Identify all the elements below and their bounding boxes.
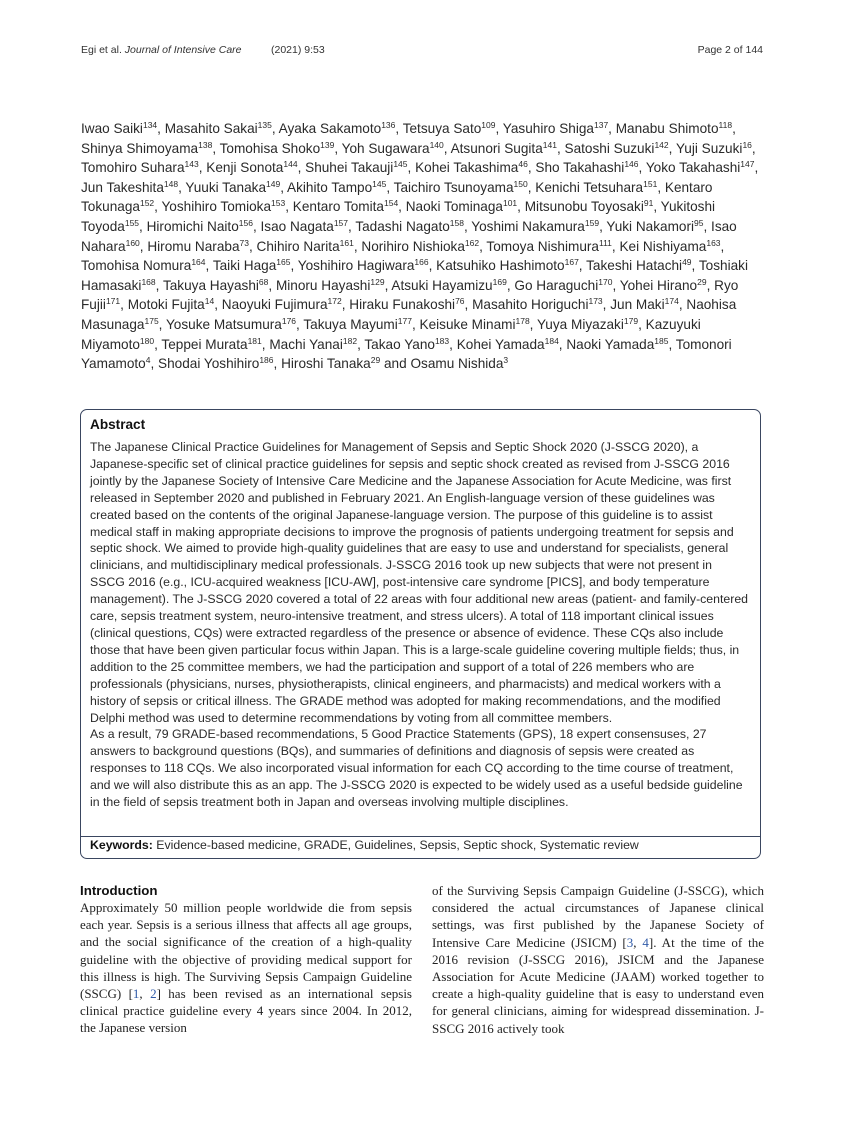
intro-heading: Introduction bbox=[80, 883, 158, 898]
author-name: Kenichi Tetsuhara bbox=[535, 179, 644, 195]
affiliation-number: 14 bbox=[204, 296, 215, 307]
intro-text: ] has been revised as an international sepsis clinical practice guideline every 4 years since 2004. In 2012, the Japanese version bbox=[80, 986, 412, 1036]
affiliation-number: 49 bbox=[682, 257, 692, 268]
affiliation-number: 76 bbox=[455, 296, 465, 307]
author-name: Yukitoshi Toyoda bbox=[81, 199, 716, 234]
author-name: Machi Yanai bbox=[269, 336, 343, 352]
affiliation-number: 16 bbox=[742, 139, 752, 150]
affiliation-number: 180 bbox=[139, 335, 155, 346]
intro-text: of the Surviving Sepsis Campaign Guideline (J-SSCG), which considered the actual circumstances of Japanese clinical settings, was first published by the Japanese Society of Intensive Care Medicine (JSICM) [ bbox=[432, 883, 764, 950]
author-name: Kentaro Tokunaga bbox=[81, 179, 713, 215]
affiliation-number: 118 bbox=[718, 120, 733, 130]
affiliation-number: 148 bbox=[163, 178, 179, 189]
author-name: Naoyuki Fujimura bbox=[221, 297, 328, 313]
author-name: Yoko Takahashi bbox=[645, 160, 741, 176]
author-name: Naoki Tominaga bbox=[405, 199, 503, 215]
author-name: Takeshi Hatachi bbox=[586, 258, 683, 274]
affiliation-number: 178 bbox=[515, 315, 530, 326]
author-name: Motoki Fujita bbox=[127, 297, 205, 313]
author-name: Naoki Yamada bbox=[566, 336, 655, 352]
author-name: Taichiro Tsunoyama bbox=[393, 179, 514, 195]
affiliation-number: 134 bbox=[142, 120, 158, 130]
author-name: Akihito Tampo bbox=[287, 179, 373, 195]
author-name: Kenji Sonota bbox=[206, 160, 284, 176]
header-page-number: Page 2 of 144 bbox=[697, 44, 763, 56]
author-name: Osamu Nishida bbox=[410, 356, 504, 372]
author-name: Takao Yano bbox=[364, 336, 435, 352]
affiliation-number: 182 bbox=[342, 335, 358, 346]
keywords-label: Keywords: bbox=[90, 838, 153, 852]
author-name: Manabu Shimoto bbox=[615, 121, 719, 136]
author-name: Yoshimi Nakamura bbox=[471, 218, 585, 234]
affiliation-number: 152 bbox=[139, 198, 155, 209]
affiliation-number: 146 bbox=[624, 159, 639, 170]
affiliation-number: 141 bbox=[542, 139, 557, 150]
journal-citation bbox=[81, 44, 242, 56]
author-name: Katsuhiko Hashimoto bbox=[436, 258, 565, 274]
affiliation-number: 29 bbox=[370, 355, 381, 366]
author-list: Iwao Saiki$^{134}$, Masahito Sakai$^{135}$, Ayaka Sakamoto$^{136}$, Tetsuya Sato$^{109}$, Yasuhiro Shiga$^{137}$, Manabu Shimoto$^{118}$, Shinya Shimoyama$^{138}$, Tomohisa Shoko$^{139}$, Yoh Sugawara$^{140}$, Atsunori Sugita$^{141}$, Satoshi Suzuki$^{142}$, Yuji Suzuki$^{16}$, Tomohiro Suhara$^{143}$, Kenji Sonota$^{144}$, Shuhei Takauji$^{145}$, Kohei Takashima$^{46}$, Sho Takahashi$^{146}$, Yoko Takahashi$^{147}$, Jun Takeshita$^{148}$, Yuuki Tanaka$^{149}$, Akihito Tampo$^{145}$, Taichiro Tsunoyama$^{150}$, Kenichi Tetsuhara$^{151}$, Kentaro Tokunaga$^{152}$, Yoshihiro Tomioka$^{153}$, Kentaro Tomita$^{154}$, Naoki Tominaga$^{101}$, Mitsunobu Toyosaki$^{91}$, Yukitoshi Toyoda$^{155}$, Hiromichi Naito$^{156}$, Isao Nagata$^{157}$, Tadashi Nagato$^{158}$, Yoshimi Nakamura$^{159}$, Yuki Nakamori$^{95}$, Isao Nahara$^{160}$, Hiromu Naraba$^{73}$, Chihiro Narita$^{161}$, Norihiro Nishioka$^{162}$, Tomoya Nishimura$^{111}$, Kei Nishiyama$^{163}$, Tomohisa Nomura$^{164}$, Taiki Haga$^{165}$, Yoshihiro Hagiwara$^{166}$, Katsuhiko Hashimoto$^{167}$, Takeshi Hatachi$^{49}$, Toshiaki Hamasaki$^{168}$, Takuya Hayashi$^{68}$, Minoru Hayashi$^{129}$, Atsuki Hayamizu$^{169}$, Go Haraguchi$^{170}$, Yohei Hirano$^{29}$, Ryo Fujii$^{171}$, Motoki Fujita$^{14}$, Naoyuki Fujimura$^{172}$, Hiraku Funakoshi$^{76}$, Masahito Horiguchi$^{173}$, Jun Maki$^{174}$, Naohisa Masunaga$^{175}$, Yosuke Matsumura$^{176}$, Takuya Mayumi$^{177}$, Keisuke Minami$^{178}$, Yuya Miyazaki$^{179}$, Kazuyuki Miyamoto$^{180}$, Teppei Murata$^{181}$, Machi Yanai$^{182}$, Takao Yano$^{183}$, Kohei Yamada$^{184}$, Naoki Yamada$^{185}$, Tomonori Yamamoto$^4$, Shodai Yoshihiro$^{186}$, Hiroshi Tanaka$^{29}$ and Osamu Nishida$^3$ bbox=[81, 120, 759, 372]
affiliation-number: 46 bbox=[518, 159, 528, 170]
author-name: Isao Nagata bbox=[260, 218, 334, 234]
affiliation-number: 73 bbox=[239, 237, 249, 248]
affiliation-number: 150 bbox=[513, 178, 528, 189]
author-name: Jun Maki bbox=[610, 297, 665, 313]
affiliation-number: 145 bbox=[372, 178, 387, 189]
author-name: Go Haraguchi bbox=[514, 277, 599, 293]
affiliation-number: 162 bbox=[464, 237, 480, 248]
citation-link[interactable]: 1 bbox=[132, 986, 140, 1002]
affiliation-number: 175 bbox=[144, 315, 159, 326]
affiliation-number: 101 bbox=[502, 198, 518, 209]
author-name: Tomohisa Nomura bbox=[81, 258, 192, 274]
affiliation-number: 168 bbox=[141, 276, 156, 287]
affiliation-number: 154 bbox=[383, 198, 399, 209]
author-name: Chihiro Narita bbox=[256, 238, 340, 254]
affiliation-number: 109 bbox=[481, 120, 496, 130]
affiliation-number: 4 bbox=[145, 355, 151, 366]
citation-separator: , bbox=[633, 934, 643, 950]
citation-link[interactable]: 3 bbox=[626, 934, 634, 950]
affiliation-number: 184 bbox=[544, 335, 559, 346]
citation-separator: , bbox=[139, 986, 151, 1002]
affiliation-number: 137 bbox=[593, 120, 609, 130]
author-name: Hiroshi Tanaka bbox=[281, 356, 371, 372]
affiliation-number: 143 bbox=[184, 159, 199, 170]
author-conjunction: and bbox=[384, 356, 407, 372]
author-name: Tomohiro Suhara bbox=[81, 160, 185, 176]
affiliation-number: 145 bbox=[393, 159, 408, 170]
author-name: Yosuke Matsumura bbox=[165, 316, 282, 332]
affiliation-number: 183 bbox=[434, 335, 450, 346]
citation-link[interactable]: 4 bbox=[642, 934, 649, 950]
affiliation-number: 156 bbox=[238, 217, 253, 228]
keywords-text: Evidence-based medicine, GRADE, Guidelines, Sepsis, Septic shock, Systematic review bbox=[156, 838, 639, 852]
author-name: Satoshi Suzuki bbox=[564, 140, 655, 156]
author-name: Teppei Murata bbox=[161, 336, 248, 352]
intro-paragraph-right bbox=[432, 882, 764, 1037]
affiliation-number: 147 bbox=[740, 159, 755, 170]
affiliation-number: 29 bbox=[697, 276, 707, 287]
author-name: Shinya Shimoyama bbox=[81, 140, 199, 156]
author-name: Atsunori Sugita bbox=[450, 140, 543, 156]
affiliation-number: 68 bbox=[258, 276, 269, 287]
author-name: Yuuki Tanaka bbox=[185, 179, 267, 195]
author-name: Sho Takahashi bbox=[535, 160, 625, 176]
affiliation-number: 164 bbox=[191, 257, 206, 268]
running-header bbox=[81, 44, 763, 58]
author-name: Yoh Sugawara bbox=[341, 140, 430, 156]
abstract-paragraph-1: The Japanese Clinical Practice Guidelines for Management of Sepsis and Septic Shock 2020 (J-SSCG 2020), a Japanese-specific set of clinical practice guidelines for sepsis and septic shock created as revised from J-SSCG 2016 jointly by the Japanese Society of Intensive Care Medicine and the Japanese Association for Acute Medicine, was first released in September 2020 and published in February 2021. An English-language version of these guidelines was created based on the contents of the original Japanese-language version. The purpose of this guideline is to assist medical staff in making appropriate decisions to improve the prognosis of patients undergoing treatment for sepsis and septic shock. We aimed to provide high-quality guidelines that are easy to use and understand for specialists, general clinicians, and multidisciplinary medical professionals. J-SSCG 2016 took up new subjects that were not present in SSCG 2016 (e.g., ICU-acquired weakness [ICU-AW], post-intensive care syndrome [PICS], and body temperature management). The J-SSCG 2020 covered a total of 22 areas with four additional new areas (patient- and family-centered care, sepsis treatment system, neuro-intensive treatment, and stress ulcers). A total of 118 important clinical issues (clinical questions, CQs) were extracted regardless of the presence or absence of evidence. These CQs also include those that have been given particular focus within Japan. This is a large-scale guideline covering multiple fields; thus, in addition to the 25 committee members, we had the participation and support of a total of 226 members who are professionals (physicians, nurses, physiotherapists, clinical engineers, and pharmacists) and medical workers with a history of sepsis or critical illness. The GRADE method was adopted for making recommendations, and the modified Delphi method was used to determine recommendations by voting from all committee members. bbox=[90, 440, 749, 725]
author-name: Ryo Fujii bbox=[81, 277, 739, 313]
author-name: Iwao Saiki bbox=[81, 121, 143, 136]
header-journal-name: Journal of Intensive Care bbox=[124, 44, 242, 56]
author-name: Masahito Sakai bbox=[164, 121, 258, 136]
affiliation-number: 186 bbox=[259, 355, 274, 366]
affiliation-number: 160 bbox=[125, 237, 140, 248]
affiliation-number: 111 bbox=[598, 237, 612, 248]
author-name: Jun Takeshita bbox=[81, 179, 164, 195]
affiliation-number: 155 bbox=[124, 217, 140, 228]
abstract-box bbox=[80, 409, 761, 859]
affiliation-number: 179 bbox=[623, 315, 639, 326]
affiliation-number: 139 bbox=[320, 139, 335, 150]
affiliation-number: 157 bbox=[333, 217, 348, 228]
affiliation-number: 136 bbox=[381, 120, 396, 130]
author-name: Naohisa Masunaga bbox=[81, 297, 737, 332]
header-authors: Egi et al. bbox=[81, 44, 122, 56]
affiliation-number: 158 bbox=[449, 217, 464, 228]
intro-text: ]. At the time of the 2016 revision (J-SSCG 2016), JSICM and the Japanese Association for Acute Medicine (JAAM) worked together to create a high-quality guideline that is easy to understand even for general clinicians, aiming for widespread dissemination. J-SSCG 2016 actively took bbox=[432, 934, 764, 1036]
affiliation-number: 165 bbox=[276, 257, 291, 268]
affiliation-number: 166 bbox=[414, 257, 429, 268]
affiliation-number: 181 bbox=[247, 335, 262, 346]
author-name: Tomoya Nishimura bbox=[486, 238, 599, 254]
affiliation-number: 177 bbox=[397, 315, 412, 326]
affiliation-number: 161 bbox=[339, 237, 354, 248]
abstract-heading: Abstract bbox=[90, 417, 146, 432]
affiliation-number: 149 bbox=[266, 178, 281, 189]
affiliation-number: 173 bbox=[588, 296, 603, 307]
author-name: Yuki Nakamori bbox=[606, 218, 695, 234]
author-name: Toshiaki Hamasaki bbox=[81, 258, 748, 293]
author-name: Takuya Hayashi bbox=[162, 277, 259, 293]
author-name: Yasuhiro Shiga bbox=[502, 121, 594, 136]
author-name: Ayaka Sakamoto bbox=[278, 121, 382, 136]
affiliation-number: 174 bbox=[664, 296, 679, 307]
intro-column-right bbox=[432, 882, 764, 1037]
affiliation-number: 171 bbox=[105, 296, 121, 307]
author-name: Atsuki Hayamizu bbox=[391, 277, 493, 293]
affiliation-number: 91 bbox=[643, 198, 654, 209]
affiliation-number: 185 bbox=[654, 335, 669, 346]
affiliation-number: 135 bbox=[257, 120, 272, 130]
keywords bbox=[90, 837, 639, 853]
affiliation-number: 170 bbox=[598, 276, 613, 287]
affiliation-number: 169 bbox=[492, 276, 507, 287]
author-name: Norihiro Nishioka bbox=[361, 238, 465, 254]
affiliation-number: 144 bbox=[283, 159, 298, 170]
author-name: Hiromichi Naito bbox=[146, 218, 239, 234]
author-name: Taiki Haga bbox=[212, 258, 277, 274]
author-name: Masahito Horiguchi bbox=[472, 297, 589, 313]
author-name: Yohei Hirano bbox=[619, 277, 698, 293]
author-name: Kohei Yamada bbox=[456, 336, 545, 352]
author-name: Takuya Mayumi bbox=[303, 316, 398, 332]
affiliation-number: 3 bbox=[503, 355, 509, 366]
author-name: Shuhei Takauji bbox=[305, 160, 394, 176]
author-name: Tadashi Nagato bbox=[355, 218, 450, 234]
affiliation-number: 153 bbox=[271, 198, 286, 209]
author-name: Kentaro Tomita bbox=[292, 199, 384, 215]
author-name: Yoshihiro Tomioka bbox=[161, 199, 272, 215]
author-name: Shodai Yoshihiro bbox=[158, 356, 260, 372]
affiliation-number: 142 bbox=[654, 139, 669, 150]
author-name: Minoru Hayashi bbox=[275, 277, 371, 293]
author-name: Yoshihiro Hagiwara bbox=[297, 258, 415, 274]
author-name: Tetsuya Sato bbox=[402, 121, 482, 136]
affiliation-number: 151 bbox=[643, 178, 658, 189]
author-name: Tomohisa Shoko bbox=[219, 140, 321, 156]
author-name: Yuji Suzuki bbox=[675, 140, 743, 156]
affiliation-number: 172 bbox=[327, 296, 342, 307]
affiliation-number: 138 bbox=[198, 139, 213, 150]
author-name: Kohei Takashima bbox=[415, 160, 519, 176]
intro-paragraph-left bbox=[80, 899, 412, 1037]
affiliation-number: 140 bbox=[429, 139, 444, 150]
author-name: Tomonori Yamamoto bbox=[81, 336, 732, 372]
author-name: Kazuyuki Miyamoto bbox=[81, 316, 701, 352]
author-name: Mitsunobu Toyosaki bbox=[524, 199, 644, 215]
citation-link[interactable]: 2 bbox=[150, 986, 157, 1002]
author-name: Hiraku Funakoshi bbox=[349, 297, 456, 313]
author-name: Isao Nahara bbox=[81, 218, 737, 254]
header-year-volume: (2021) 9:53 bbox=[271, 44, 325, 56]
affiliation-number: 163 bbox=[706, 237, 721, 248]
author-name: Hiromu Naraba bbox=[147, 238, 240, 254]
affiliation-number: 167 bbox=[564, 257, 579, 268]
affiliation-number: 95 bbox=[694, 217, 704, 228]
author-name: Keisuke Minami bbox=[419, 316, 516, 332]
abstract-paragraph-2: As a result, 79 GRADE-based recommendations, 5 Good Practice Statements (GPS), 18 expert consensuses, 27 answers to background questions (BQs), and summaries of definitions and diagnosis of sepsis were created as responses to 118 CQs. We also incorporated visual information for each CQ according to the time course of treatment, and we will also distribute this as an app. The J-SSCG 2020 is expected to be widely used as a useful bedside guideline in the field of sepsis treatment both in Japan and overseas involving multiple disciplines. bbox=[90, 727, 743, 810]
intro-column-left bbox=[80, 882, 412, 1037]
intro-text: Approximately 50 million people worldwide die from sepsis each year. Sepsis is a serious illness that affects all age groups, and the social significance of the creation of a high-quality guideline with the objective of providing medical support for this illness is high. The Surviving Sepsis Campaign Guideline (SSCG) [ bbox=[80, 900, 412, 1002]
author-name: Kei Nishiyama bbox=[619, 238, 707, 254]
author-name: Yuya Miyazaki bbox=[536, 316, 624, 332]
affiliation-number: 159 bbox=[584, 217, 600, 228]
affiliation-number: 129 bbox=[370, 276, 385, 287]
affiliation-number: 176 bbox=[281, 315, 297, 326]
